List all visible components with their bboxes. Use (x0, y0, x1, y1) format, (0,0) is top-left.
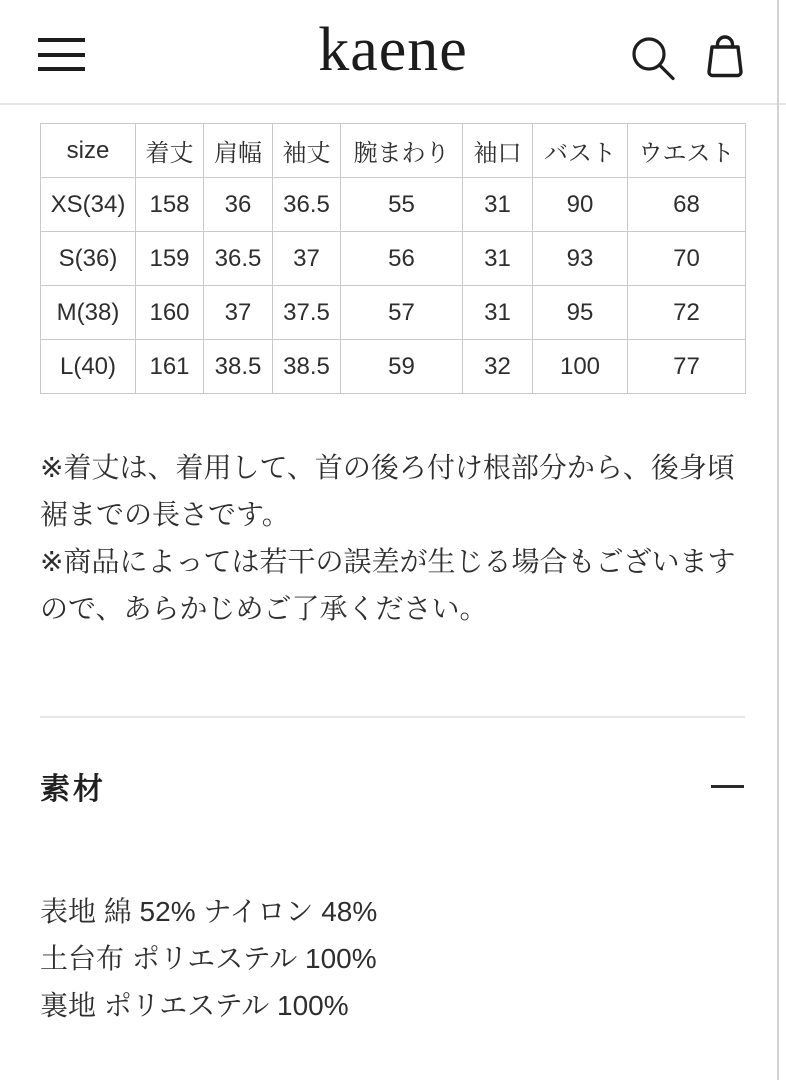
cell: 37.5 (273, 286, 341, 340)
size-chart-table (40, 123, 746, 394)
table-row-xs (41, 178, 746, 232)
col-header-size: size (41, 124, 136, 178)
size-notes (40, 444, 745, 632)
cell: 36.5 (204, 232, 273, 286)
cell: 159 (136, 232, 204, 286)
cell: 70 (628, 232, 746, 286)
cell: 37 (204, 286, 273, 340)
cell: 31 (463, 286, 533, 340)
table-row-m (41, 286, 746, 340)
cell: 31 (463, 232, 533, 286)
col-header-sleeve: 袖丈 (273, 124, 341, 178)
note-line: ※商品によっては若干の誤差が生じる場合もございます (40, 546, 736, 577)
cell: 161 (136, 340, 204, 394)
material-section-title: 素材 (40, 773, 106, 806)
material-line-base: 土台布 ポリエステル 100% (40, 943, 377, 974)
table-row-l (41, 340, 746, 394)
cell: 77 (628, 340, 746, 394)
table-header-row (41, 124, 746, 178)
cell: 36.5 (273, 178, 341, 232)
minus-icon[interactable] (711, 785, 744, 788)
search-icon[interactable] (630, 30, 678, 82)
main-content (0, 123, 786, 1029)
section-divider (40, 716, 745, 718)
note-line: 裾までの長さです。 (40, 499, 290, 530)
col-header-shoulder: 肩幅 (204, 124, 273, 178)
col-header-cuff: 袖口 (463, 124, 533, 178)
table-row-s (41, 232, 746, 286)
cell: 93 (533, 232, 628, 286)
material-accordion-header[interactable] (40, 764, 745, 808)
cell: 38.5 (273, 340, 341, 394)
shopping-bag-icon[interactable] (702, 30, 748, 80)
cell: 57 (341, 286, 463, 340)
cell: 72 (628, 286, 746, 340)
col-header-waist: ウエスト (628, 124, 746, 178)
material-line-lining: 裏地 ポリエステル 100% (40, 990, 349, 1021)
cell: 100 (533, 340, 628, 394)
cell: 59 (341, 340, 463, 394)
cell: 38.5 (204, 340, 273, 394)
cell: 56 (341, 232, 463, 286)
note-line: ので、あらかじめご了承ください。 (40, 593, 488, 624)
col-header-bust: バスト (533, 124, 628, 178)
cell: 31 (463, 178, 533, 232)
cell: 95 (533, 286, 628, 340)
header (0, 0, 786, 105)
material-line-outer: 表地 綿 52% ナイロン 48% (40, 896, 378, 927)
cell: 160 (136, 286, 204, 340)
cell: 68 (628, 178, 746, 232)
cell: M(38) (41, 286, 136, 340)
col-header-length: 着丈 (136, 124, 204, 178)
cell: 32 (463, 340, 533, 394)
material-details (40, 888, 745, 1029)
brand-logo[interactable]: kaene (318, 16, 468, 84)
cell: 55 (341, 178, 463, 232)
cell: 158 (136, 178, 204, 232)
cell: 36 (204, 178, 273, 232)
col-header-arm: 腕まわり (341, 124, 463, 178)
cell: L(40) (41, 340, 136, 394)
cell: S(36) (41, 232, 136, 286)
note-line: ※着丈は、着用して、首の後ろ付け根部分から、後身頃 (40, 452, 735, 483)
scrollbar[interactable] (777, 0, 779, 1080)
cell: 37 (273, 232, 341, 286)
cell: 90 (533, 178, 628, 232)
cell: XS(34) (41, 178, 136, 232)
